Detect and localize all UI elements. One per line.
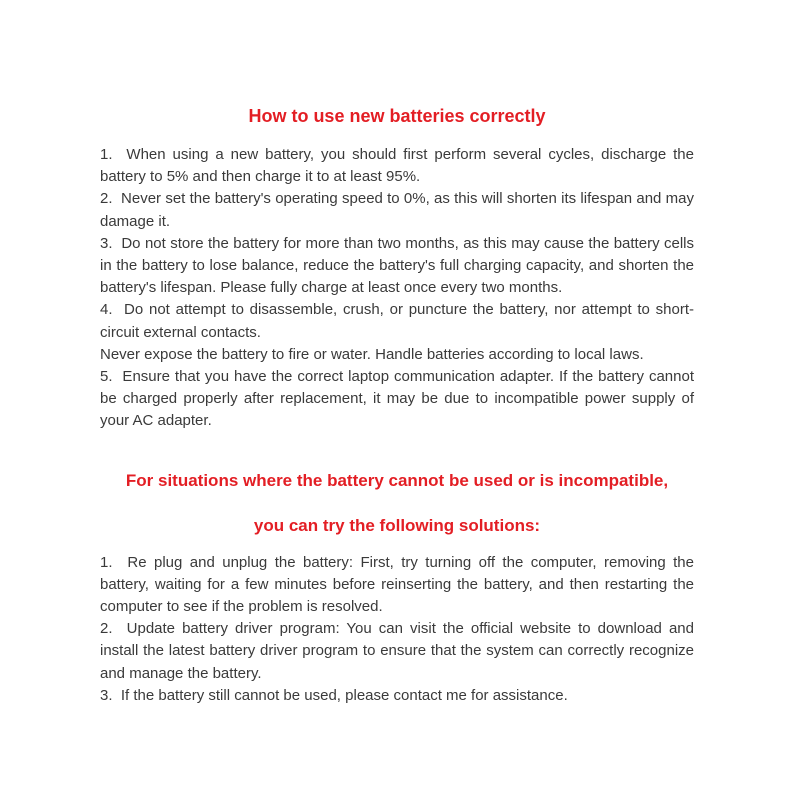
section2-title-line2: you can try the following solutions: [253, 515, 541, 535]
section2-heading-block [100, 471, 694, 536]
instruction-paragraph-2: 2. Never set the battery's operating speed to 0%, as this will shorten its lifespan and may damage it. [100, 190, 694, 230]
document-content [100, 104, 694, 707]
instruction-paragraph-1: 1. When using a new battery, you should first perform several cycles, discharge the battery to 5% and then charge it to at least 95%. [100, 146, 694, 186]
instruction-paragraph-4: 4. Do not attempt to disassemble, crush, or puncture the battery, nor attempt to short-circuit external contacts. [100, 301, 694, 341]
section2-title-line1: For situations where the battery cannot be used or is incompatible, [125, 470, 669, 490]
instruction-paragraph-3: 3. Do not store the battery for more than two months, as this may cause the battery cells in the battery to lose balance, reduce the battery's full charging capacity, and shorten the battery's lifespan. Please fully charge at least once every two months. [100, 234, 694, 297]
instruction-paragraph-6: 5. Ensure that you have the correct laptop communication adapter. If the battery cannot be charged properly after replacement, it may be due to incompatible power supply of your AC adapter. [100, 368, 694, 430]
section2-body [100, 552, 694, 707]
solution-paragraph-3: 3. If the battery still cannot be used, please contact me for assistance. [100, 686, 568, 704]
solution-paragraph-1: 1. Re plug and unplug the battery: First, try turning off the computer, removing the battery, waiting for a few minutes before reinserting the battery, and then restarting the computer to see if the problem is resolved. [100, 553, 694, 616]
solution-paragraph-2: 2. Update battery driver program: You can visit the official website to download and install the latest battery driver program to ensure that the system can correctly recognize and manage the battery. [100, 620, 694, 682]
instruction-paragraph-5: Never expose the battery to fire or water. Handle batteries according to local laws. [100, 345, 644, 363]
section1-title: How to use new batteries correctly [248, 106, 546, 126]
section1-body [100, 144, 694, 433]
